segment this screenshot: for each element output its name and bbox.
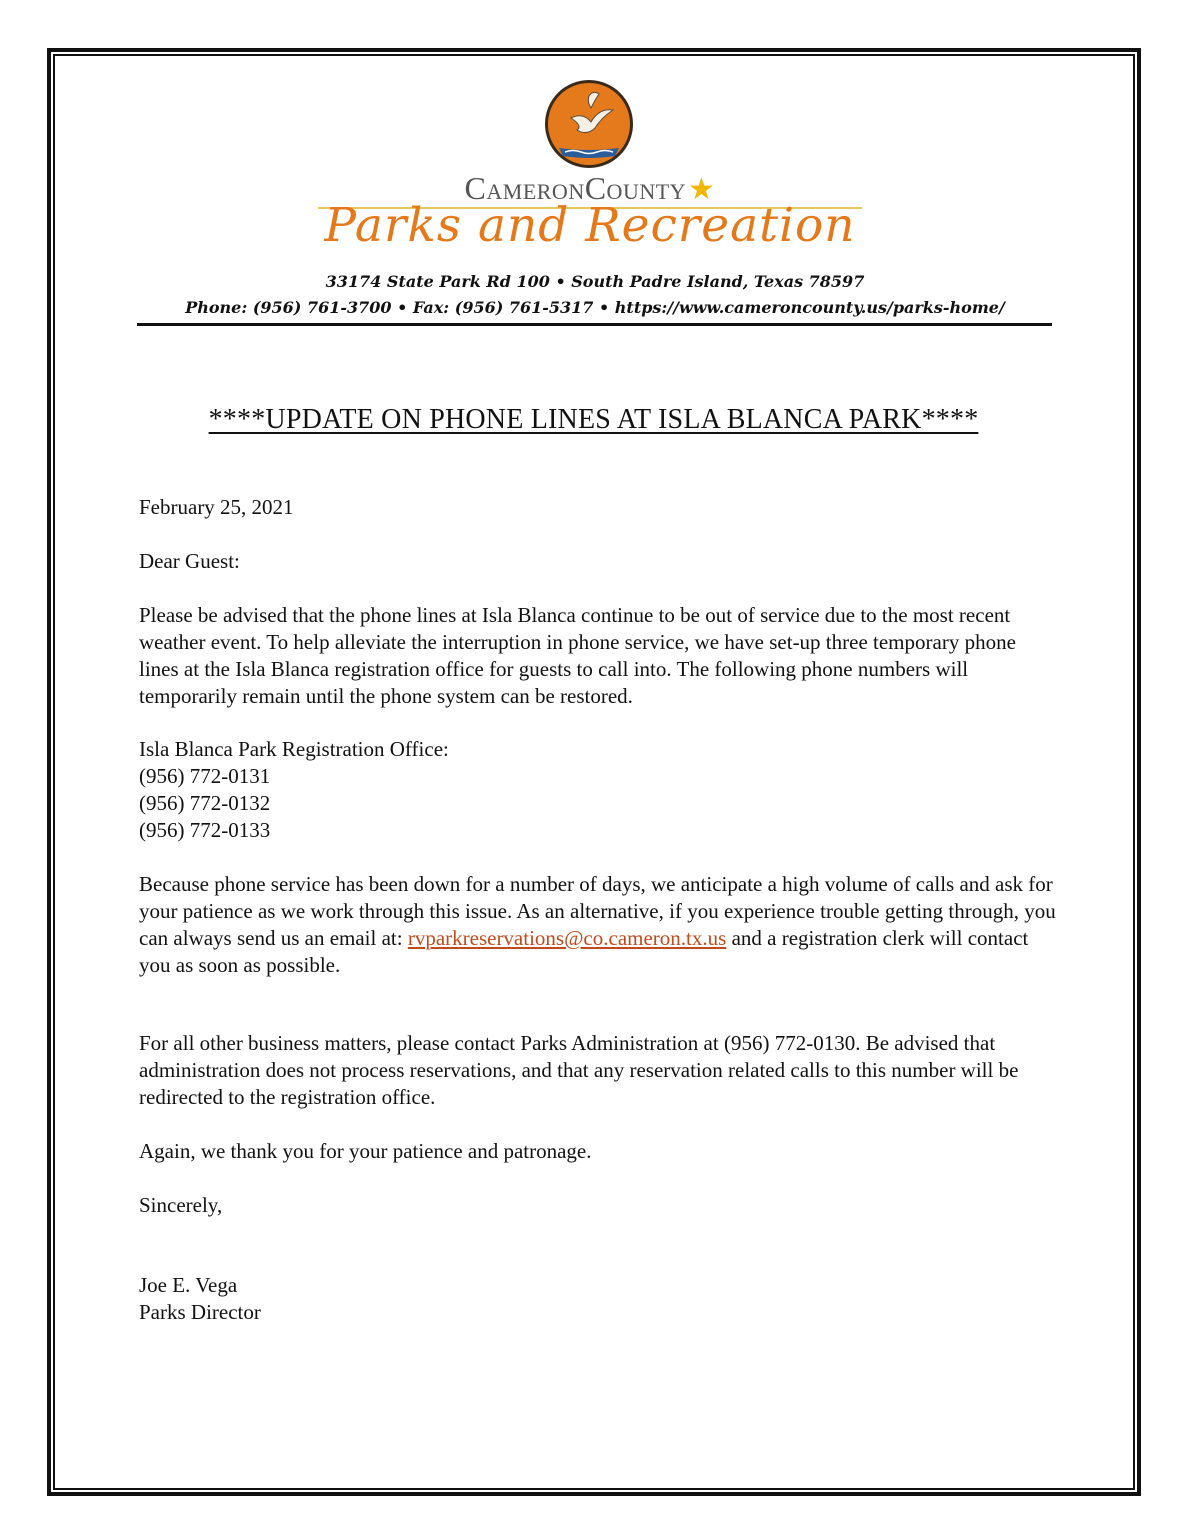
header-divider xyxy=(137,323,1052,326)
paragraph-high-volume xyxy=(139,871,1059,979)
phone-number: (956) 772-0131 xyxy=(139,764,271,788)
headline-text: ****UPDATE ON PHONE LINES AT ISLA BLANCA PARK**** xyxy=(208,404,979,435)
signer-name: Joe E. Vega xyxy=(139,1273,238,1297)
phone-list xyxy=(139,763,739,844)
signer-title: Parks Director xyxy=(139,1300,261,1324)
letterhead-address: 33174 State Park Rd 100 • South Padre Island, Texas 78597 xyxy=(325,272,865,291)
county-name: CameronCounty★ xyxy=(464,170,716,206)
paragraph-text: Because phone service has been down for a number of days, we anticipate a high volume of calls and ask for your patience as we work through this issue. As an alternative, if you experience trouble getting through, you can always send us an email at: xyxy=(139,872,1056,950)
office-label: Isla Blanca Park Registration Office: xyxy=(139,737,449,761)
email-link[interactable]: rvparkreservations@co.cameron.tx.us xyxy=(407,926,727,950)
phone-number: (956) 772-0133 xyxy=(139,818,271,842)
paragraph-service-outage: Please be advised that the phone lines at Isla Blanca continue to be out of service due to the most recent weather event. To help alleviate the interruption in phone service, we have set-up three temporary phone lines at the Isla Blanca registration office for guests to call into. The following phone numbers will temporarily remain until the phone system can be restored. xyxy=(139,603,1016,708)
paragraph-text: and a registration clerk will contact you as soon as possible. xyxy=(139,926,1029,977)
letterhead-contact: Phone: (956) 761-3700 • Fax: (956) 761-5317 • https://www.cameroncounty.us/parks-home/ xyxy=(185,298,1005,317)
letter-date: February 25, 2021 xyxy=(139,495,294,519)
page-title xyxy=(100,404,1087,436)
seagull-sunset-logo xyxy=(541,78,637,174)
paragraph-thanks: Again, we thank you for your patience and patronage. xyxy=(139,1139,592,1163)
closing: Sincerely, xyxy=(139,1193,223,1217)
star-icon: ★ xyxy=(688,173,716,206)
paragraph-administration: For all other business matters, please contact Parks Administration at (956) 772-0130. Be advised that administration does not process reservations, and that any reservation related calls to this number will be redirected to the registration office. xyxy=(139,1031,1019,1109)
salutation: Dear Guest: xyxy=(139,549,240,573)
phone-number: (956) 772-0132 xyxy=(139,791,271,815)
department-title: Parks and Recreation xyxy=(324,198,856,253)
